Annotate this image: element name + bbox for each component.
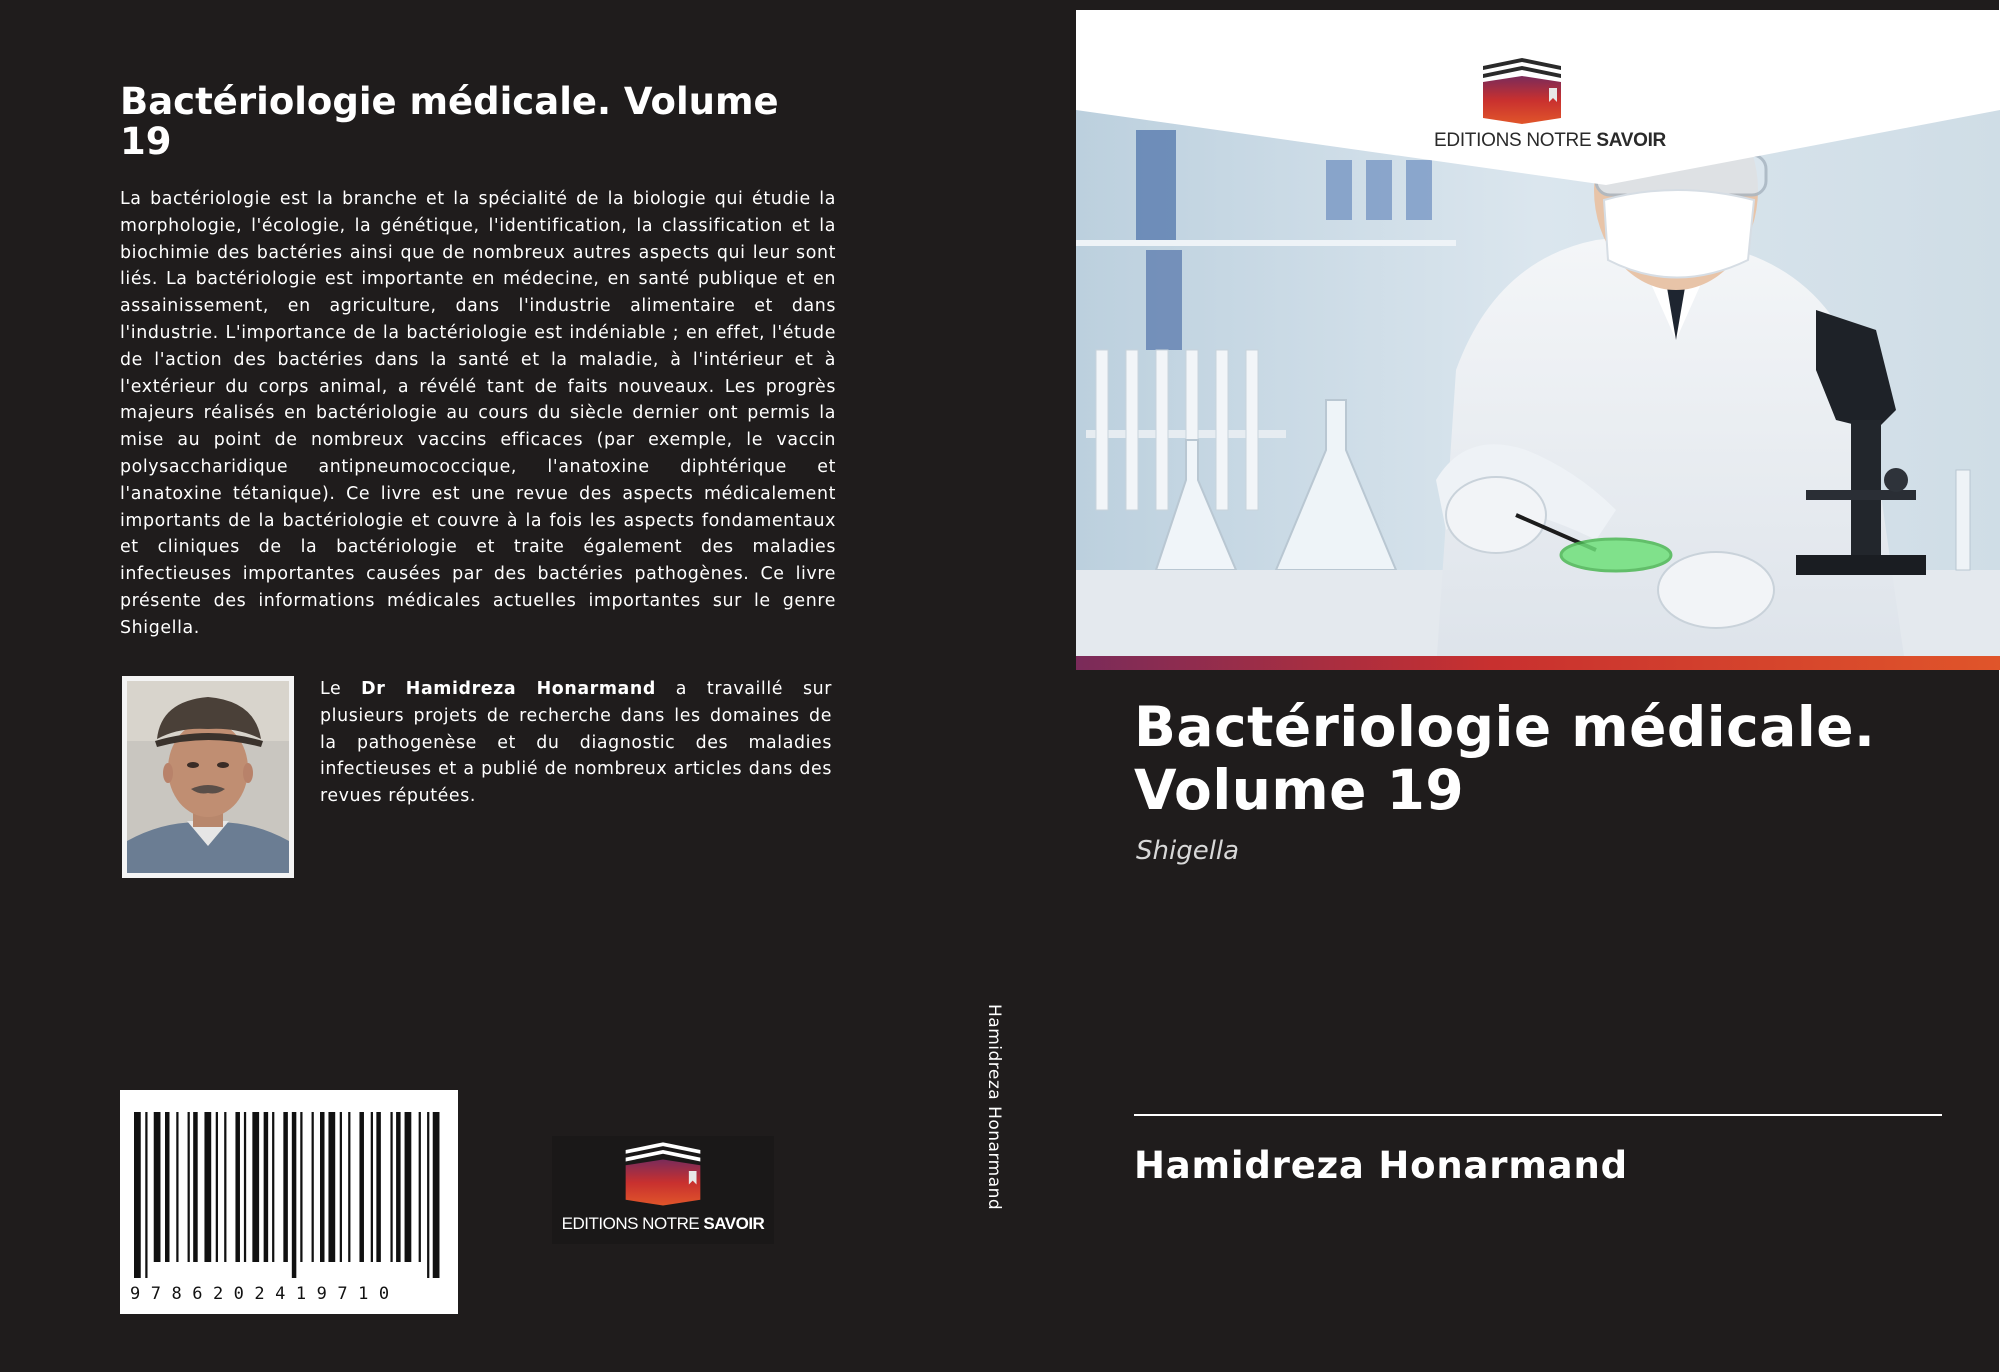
barcode-bar [427, 1112, 429, 1278]
barcode-bar [224, 1112, 226, 1262]
barcode-bar [145, 1112, 147, 1278]
bio-prefix: Le [320, 679, 362, 699]
barcode-bar [292, 1112, 297, 1278]
barcode-digits: 9786202419710 [130, 1284, 400, 1304]
author-bio [320, 676, 832, 810]
barcode-bar [283, 1112, 288, 1262]
front-publisher-name [1400, 130, 1700, 152]
barcode-bar [193, 1112, 198, 1262]
barcode-bar [216, 1112, 218, 1262]
barcode-bar [396, 1112, 401, 1262]
barcode-bar [264, 1112, 269, 1262]
back-publisher-name [560, 1214, 766, 1234]
barcode-bar [328, 1112, 335, 1262]
back-cover-title: Bactériologie médicale. Volume 19 [120, 80, 779, 163]
author-photo [122, 676, 294, 878]
barcode-bar [165, 1112, 170, 1262]
barcode-bar [390, 1112, 392, 1262]
barcode-bar [154, 1112, 161, 1262]
barcode-bar [134, 1112, 141, 1278]
barcode-bar [252, 1112, 259, 1262]
spine-author: Hamidreza Honarmand [984, 1004, 1004, 1211]
bio-text: a travaillé sur plusieurs projets de recherche dans les domaines de la pathogenèse et du diagnostic des maladies infectieuses et a publié de nombreux articles dans des revues réputées. [320, 679, 833, 807]
barcode-bar [405, 1112, 412, 1262]
publisher-name-light: EDITIONS NOTRE [561, 1214, 704, 1233]
barcode-bar [340, 1112, 342, 1262]
barcode-bar [272, 1112, 274, 1262]
stacked-books-icon [1475, 52, 1569, 126]
barcode-bar [204, 1112, 211, 1262]
barcode-bar [348, 1112, 350, 1262]
publisher-name-light: EDITIONS NOTRE [1434, 130, 1597, 151]
barcode-bar [320, 1112, 325, 1262]
back-cover-blurb: La bactériologie est la branche et la spécialité de la biologie qui étudie la morphologie, l'écologie, la génétique, l'identification, la classification et la biochimie des bactéries ainsi que de nombreux autres aspects qui leur sont liés. La bactériologie est importante en médecine, en santé publique et en assainissement, en agriculture, dans l'industrie alimentaire et dans l'industrie. L'importance de la bactériologie est indéniable ; en effet, l'étude de l'action des bactéries dans la santé et la maladie, à l'intérieur et à l'extérieur du corps animal, a révélé tant de faits nouveaux. Les progrès majeurs réalisés en bactériologie au cours du siècle dernier ont permis la mise au point de nombreux vaccins efficaces (par exemple, le vaccin polysaccharidique antipneumococcique, l'anatoxine diphtérique et l'anatoxine tétanique). Ce livre est une revue des aspects médicalement importants de la bactériologie et couvre à la fois les aspects fondamentaux et cliniques de la bactériologie et traite également des maladies infectieuses importantes causées par des bactéries pathogènes. Ce livre présente des informations médicales actuelles importantes sur le genre Shigella. [120, 189, 836, 638]
back-publisher-logo [552, 1136, 774, 1244]
barcode-bar [433, 1112, 440, 1278]
front-cover-subtitle: Shigella [1136, 836, 1240, 866]
barcode-bar [419, 1112, 421, 1262]
barcode-bar [176, 1112, 178, 1262]
divider [1134, 1114, 1942, 1116]
barcode-bars [134, 1112, 444, 1278]
barcode-bar [235, 1112, 240, 1262]
front-cover-title: Bactériologie médicale. Volume 19 [1134, 695, 1876, 822]
barcode-bar [312, 1112, 314, 1262]
publisher-name-strong: SAVOIR [703, 1214, 765, 1233]
publisher-name-strong: SAVOIR [1596, 130, 1666, 151]
barcode-bar [359, 1112, 364, 1262]
barcode-bar [244, 1112, 246, 1262]
bio-author-name: Dr Hamidreza Honarmand [361, 679, 656, 699]
barcode-bar [376, 1112, 381, 1262]
stacked-books-icon [618, 1136, 708, 1208]
spine [984, 1004, 1014, 1244]
isbn-barcode [120, 1090, 458, 1314]
barcode-bar [188, 1112, 190, 1262]
front-cover-author: Hamidreza Honarmand [1134, 1144, 1628, 1187]
barcode-bar [371, 1112, 373, 1262]
barcode-bar [300, 1112, 302, 1262]
